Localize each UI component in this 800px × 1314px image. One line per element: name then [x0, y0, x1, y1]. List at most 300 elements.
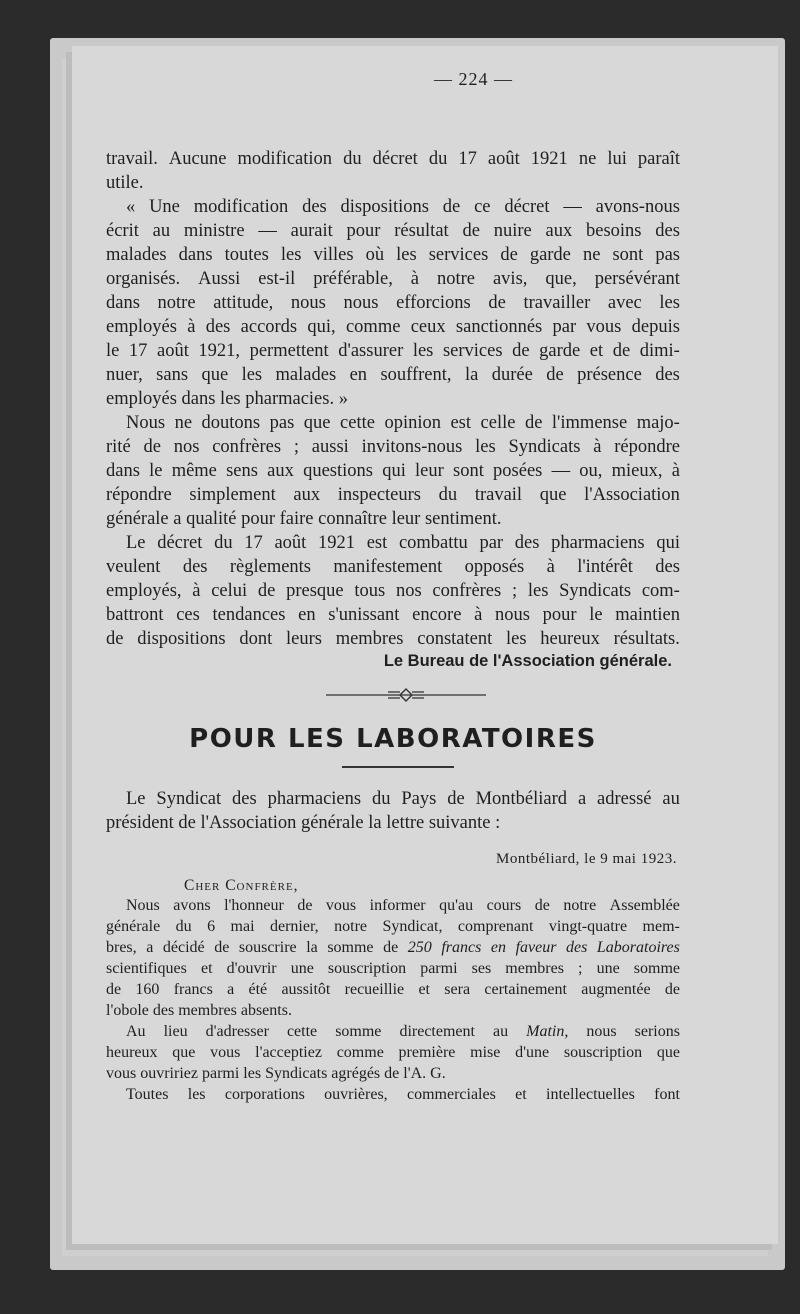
word: invitons-nous — [361, 437, 463, 457]
word: mise — [470, 1044, 501, 1061]
word: organisés. — [106, 269, 181, 289]
word: pharmaciens — [267, 789, 362, 809]
word: notre — [436, 269, 475, 289]
body-line — [126, 532, 680, 556]
word: du — [438, 485, 458, 505]
intro-line — [126, 788, 680, 812]
word: des — [232, 789, 257, 809]
word: leur — [415, 461, 444, 481]
word: août — [156, 341, 189, 361]
word: services — [442, 341, 503, 361]
word: est-il — [258, 269, 296, 289]
word: ses — [471, 960, 492, 977]
word: manifestement — [333, 557, 443, 577]
word: adressé — [597, 789, 652, 809]
word: 1921, — [198, 341, 241, 361]
body-line — [126, 412, 680, 436]
word: directement — [399, 1023, 475, 1040]
word: nous — [290, 293, 326, 313]
word: Pays — [401, 789, 437, 809]
word: comme — [345, 317, 401, 337]
word: heureux — [106, 1044, 158, 1061]
word: lieu — [163, 1023, 188, 1040]
word: et — [418, 981, 430, 998]
word: dans — [106, 461, 140, 481]
word: des — [514, 533, 540, 553]
body-line — [106, 244, 680, 268]
word: Aucune — [168, 149, 227, 169]
word: de — [143, 437, 161, 457]
word: est — [450, 413, 472, 433]
word: qui, — [307, 317, 336, 337]
word: besoins — [586, 221, 642, 241]
word: au — [492, 1023, 509, 1040]
word: confrères — [432, 581, 502, 601]
word: de — [524, 413, 543, 433]
body-line: employés dans les pharmacies. » — [106, 389, 348, 409]
word: même — [171, 461, 217, 481]
word: une — [290, 960, 314, 977]
word: 17 — [128, 341, 148, 361]
word: rité — [106, 437, 131, 457]
word: employés — [106, 317, 177, 337]
word: ne — [582, 245, 601, 265]
body-line — [106, 268, 680, 292]
word: ces — [176, 605, 200, 625]
word: de — [383, 939, 399, 956]
word: les — [412, 341, 434, 361]
word: modification — [237, 149, 333, 169]
word: de — [106, 981, 122, 998]
word: de — [488, 293, 506, 313]
word: augmentée — [581, 981, 651, 998]
word: vous — [325, 897, 357, 914]
word: faveur — [515, 939, 557, 956]
word: celle — [480, 413, 516, 433]
word: à — [410, 269, 420, 289]
word: ne — [578, 149, 597, 169]
word: veulent — [106, 557, 161, 577]
word: la — [306, 939, 318, 956]
word: avis, — [492, 269, 528, 289]
word: de — [106, 629, 124, 649]
word: serions — [634, 1023, 680, 1040]
word: intellectuelles — [546, 1086, 635, 1103]
word: Montbéliard — [475, 789, 568, 809]
word: dispositions — [137, 629, 226, 649]
word: à — [671, 461, 680, 481]
word: au — [662, 789, 680, 809]
body-line — [106, 436, 680, 460]
word: ceux — [410, 317, 446, 337]
word: de — [534, 897, 550, 914]
word: travail. — [106, 149, 158, 169]
word: simplement — [189, 485, 276, 505]
word: a — [577, 789, 587, 809]
word: souffrent, — [380, 365, 452, 385]
word: aussi — [311, 437, 349, 457]
word: que — [201, 365, 229, 385]
word: vous — [586, 317, 622, 337]
word: vous — [210, 1044, 241, 1061]
word: nos — [173, 437, 200, 457]
body-line — [106, 604, 680, 628]
word: paraît — [637, 149, 680, 169]
word: à — [593, 437, 602, 457]
word: informer — [369, 897, 426, 914]
word: notre — [563, 897, 597, 914]
word: parmi — [420, 960, 458, 977]
body-line: générale a qualité pour faire connaître leur sentiment. — [106, 509, 502, 529]
word: depuis — [631, 317, 680, 337]
word: de — [257, 581, 276, 601]
word: Syndicat, — [382, 918, 443, 935]
word: 250 — [407, 939, 432, 956]
body-line — [106, 148, 680, 172]
word: a — [146, 939, 154, 956]
word: corporations — [224, 1086, 305, 1103]
word: tendances — [212, 605, 286, 625]
word: que, — [545, 269, 577, 289]
word: souscription — [563, 1044, 643, 1061]
word: services — [428, 245, 489, 265]
letter-greeting: Cher Confrère, — [184, 877, 299, 894]
word: commerciales — [406, 1086, 496, 1103]
word: décret — [372, 149, 418, 169]
word: de — [447, 789, 465, 809]
word: les — [187, 1086, 206, 1103]
word: celui — [211, 581, 248, 601]
word: questions — [303, 461, 373, 481]
word: qui — [382, 461, 406, 481]
word: des — [655, 557, 680, 577]
word: aussitôt — [281, 981, 331, 998]
word: avec — [607, 293, 642, 313]
word: à — [187, 317, 196, 337]
word: ; — [293, 437, 299, 457]
word: du — [372, 789, 391, 809]
word: certainement — [484, 981, 567, 998]
letter-line: l'obole des membres absents. — [106, 1002, 292, 1019]
word: travail — [474, 485, 523, 505]
word: confrères — [212, 437, 282, 457]
word: nuer, — [106, 365, 143, 385]
word: battront — [106, 605, 164, 625]
word: nuire — [493, 221, 532, 241]
word: de — [214, 939, 230, 956]
word: constatent — [417, 629, 493, 649]
word: bres, — [106, 939, 137, 956]
word: août — [274, 533, 307, 553]
word: aurait — [290, 221, 333, 241]
word: et — [515, 1086, 527, 1103]
word: attitude, — [213, 293, 274, 313]
word: des — [655, 365, 680, 385]
word: la — [464, 365, 479, 385]
word: août — [487, 149, 520, 169]
word: pas — [269, 413, 295, 433]
word: de — [297, 897, 313, 914]
word: que — [539, 485, 567, 505]
word: qu'au — [439, 897, 474, 914]
word: malades — [106, 245, 167, 265]
word: sens — [226, 461, 258, 481]
word: les — [505, 629, 527, 649]
word: répondre — [614, 437, 680, 457]
word: nos — [395, 581, 422, 601]
word: générale — [106, 918, 161, 935]
word: par — [479, 533, 504, 553]
word: décidé — [162, 939, 205, 956]
word: Toutes — [126, 1086, 169, 1103]
word: Une — [149, 197, 180, 217]
word: sanctionnés — [455, 317, 543, 337]
word: l'honneur — [224, 897, 284, 914]
word: Syndicat — [156, 789, 222, 809]
word: a — [227, 981, 235, 998]
word: modification — [193, 197, 289, 217]
word: permettent — [249, 341, 329, 361]
word: pas — [655, 245, 680, 265]
word: 160 — [135, 981, 160, 998]
word: — — [258, 221, 277, 241]
word: les — [527, 581, 549, 601]
word: nous — [494, 605, 530, 625]
body-line — [106, 364, 680, 388]
word: avons-nous — [595, 197, 680, 217]
word: s'unissant — [328, 605, 400, 625]
word: 6 — [207, 918, 216, 935]
word: résultats. — [613, 629, 680, 649]
word: aux — [545, 221, 573, 241]
word: du — [428, 149, 448, 169]
word: nous — [586, 1023, 617, 1040]
word: francs — [173, 981, 213, 998]
word: notre — [334, 918, 367, 935]
body-line — [106, 316, 680, 340]
word: majo- — [636, 413, 680, 433]
word: à — [192, 581, 201, 601]
word: au — [152, 221, 171, 241]
letter-date: Montbéliard, le 9 mai 1923. — [496, 851, 677, 867]
word: villes — [313, 245, 354, 265]
word: le — [106, 341, 120, 361]
word: les — [280, 245, 302, 265]
word: de — [664, 981, 680, 998]
word: cours — [486, 897, 522, 914]
word: Syndicats — [559, 581, 632, 601]
word: vingt-quatre — [548, 918, 628, 935]
word: com- — [641, 581, 680, 601]
word: ouvrières, — [324, 1086, 388, 1103]
word: avons — [173, 897, 211, 914]
word: Syndicats — [508, 437, 581, 457]
word: du — [214, 533, 233, 553]
word: les — [659, 293, 680, 313]
word: le — [589, 605, 603, 625]
word: répondre — [106, 485, 172, 505]
word: résultat — [394, 221, 449, 241]
word: dispositions — [340, 197, 429, 217]
word: posées — [493, 461, 543, 481]
word: à — [474, 605, 483, 625]
word: Au — [126, 1023, 146, 1040]
word: somme — [633, 960, 680, 977]
word: des — [302, 197, 327, 217]
word: et — [589, 341, 604, 361]
word: cette — [340, 413, 375, 433]
word: préférable, — [313, 269, 393, 289]
word: doutons — [201, 413, 261, 433]
word: somme — [327, 939, 374, 956]
word: que — [172, 1044, 196, 1061]
word: font — [654, 1086, 680, 1103]
word: 17 — [244, 533, 263, 553]
word: Matin, — [526, 1023, 569, 1040]
word: encore — [412, 605, 462, 625]
word: francs — [441, 939, 482, 956]
word: mieux, — [611, 461, 663, 481]
word: des — [205, 317, 231, 337]
word: première — [398, 1044, 456, 1061]
word: Nous — [126, 897, 160, 914]
word: le — [149, 461, 163, 481]
body-line — [106, 628, 680, 652]
word: en — [349, 365, 368, 385]
word: « — [126, 197, 136, 217]
word: de — [512, 341, 530, 361]
letter-line — [106, 980, 680, 1001]
letter-line: vous ouvririez parmi les Syndicats agrégés de l'A. G. — [106, 1065, 446, 1082]
word: des — [566, 939, 588, 956]
word: durée — [491, 365, 533, 385]
word: persévérant — [594, 269, 680, 289]
word: décret — [157, 533, 203, 553]
word: écrit — [106, 221, 139, 241]
word: les — [475, 437, 496, 457]
word: aux — [293, 485, 321, 505]
word: heureux — [540, 629, 600, 649]
word: Le — [126, 533, 146, 553]
signature: Le Bureau de l'Association générale. — [383, 652, 672, 670]
word: sont — [453, 461, 484, 481]
word: que — [656, 1044, 680, 1061]
word: toutes — [224, 245, 269, 265]
word: que — [303, 413, 331, 433]
word: dans — [106, 293, 140, 313]
word: membres — [335, 629, 404, 649]
letter-line — [106, 1043, 680, 1064]
word: dernier, — [270, 918, 319, 935]
word: membres — [505, 960, 564, 977]
word: Le — [126, 789, 146, 809]
heading-underline — [342, 766, 454, 768]
word: ; — [511, 581, 518, 601]
word: règlements — [229, 557, 312, 577]
body-line — [106, 220, 680, 244]
word: ne — [174, 413, 193, 433]
word: pour — [346, 221, 381, 241]
word: Laboratoires — [596, 939, 680, 956]
word: somme — [335, 1023, 382, 1040]
letter-line-italic — [126, 1022, 680, 1043]
letter-line — [126, 896, 680, 917]
word: leurs — [285, 629, 322, 649]
word: présence — [577, 365, 642, 385]
word: malades — [275, 365, 337, 385]
word: les — [241, 365, 263, 385]
word: des — [182, 557, 208, 577]
word: de — [500, 245, 518, 265]
word: ou, — [579, 461, 603, 481]
word: mai — [230, 918, 255, 935]
word: employés, — [106, 581, 182, 601]
word: lui — [607, 149, 627, 169]
word: ; — [578, 960, 583, 977]
word: souscription — [327, 960, 407, 977]
word: efforcions — [396, 293, 471, 313]
word: de — [612, 341, 631, 361]
intro-line: président de l'Association générale la lettre suivante : — [106, 813, 501, 833]
word: 1921 — [530, 149, 568, 169]
letter-line — [106, 959, 680, 980]
body-line — [106, 484, 680, 508]
word: décret — [504, 197, 550, 217]
word: maintien — [615, 605, 680, 625]
word: dans — [178, 245, 213, 265]
word: aux — [267, 461, 294, 481]
word: garde — [539, 341, 581, 361]
body-line — [106, 580, 680, 604]
letter-line-italic — [106, 938, 680, 959]
word: ministre — [183, 221, 245, 241]
word: par — [552, 317, 577, 337]
word: scientifiques — [106, 960, 187, 977]
word: 17 — [458, 149, 477, 169]
word: inspecteurs — [337, 485, 421, 505]
letter-line — [126, 1085, 680, 1106]
word: opinion — [384, 413, 441, 433]
word: tous — [354, 581, 386, 601]
word: — — [563, 197, 582, 217]
word: et — [200, 960, 213, 977]
word: garde — [529, 245, 571, 265]
word: souscrire — [238, 939, 297, 956]
word: sont — [612, 245, 644, 265]
word: du — [343, 149, 362, 169]
word: recueillie — [344, 981, 405, 998]
word: Aussi — [198, 269, 241, 289]
word: pharmaciens — [551, 533, 645, 553]
word: sera — [444, 981, 471, 998]
word: l'immense — [551, 413, 628, 433]
ornament-divider — [326, 688, 486, 702]
word: combattu — [398, 533, 468, 553]
word: d'adresser — [205, 1023, 269, 1040]
word: dont — [239, 629, 273, 649]
word: d'assurer — [338, 341, 404, 361]
section-heading: POUR LES LABORATOIRES — [189, 724, 597, 754]
word: presque — [286, 581, 344, 601]
word: pour — [542, 605, 577, 625]
word: nous — [343, 293, 379, 313]
word: qui — [656, 533, 680, 553]
word: — — [551, 461, 571, 481]
word: d'une — [515, 1044, 550, 1061]
word: Assemblée — [609, 897, 680, 914]
body-line: utile. — [106, 173, 144, 193]
word: comprenant — [457, 918, 534, 935]
